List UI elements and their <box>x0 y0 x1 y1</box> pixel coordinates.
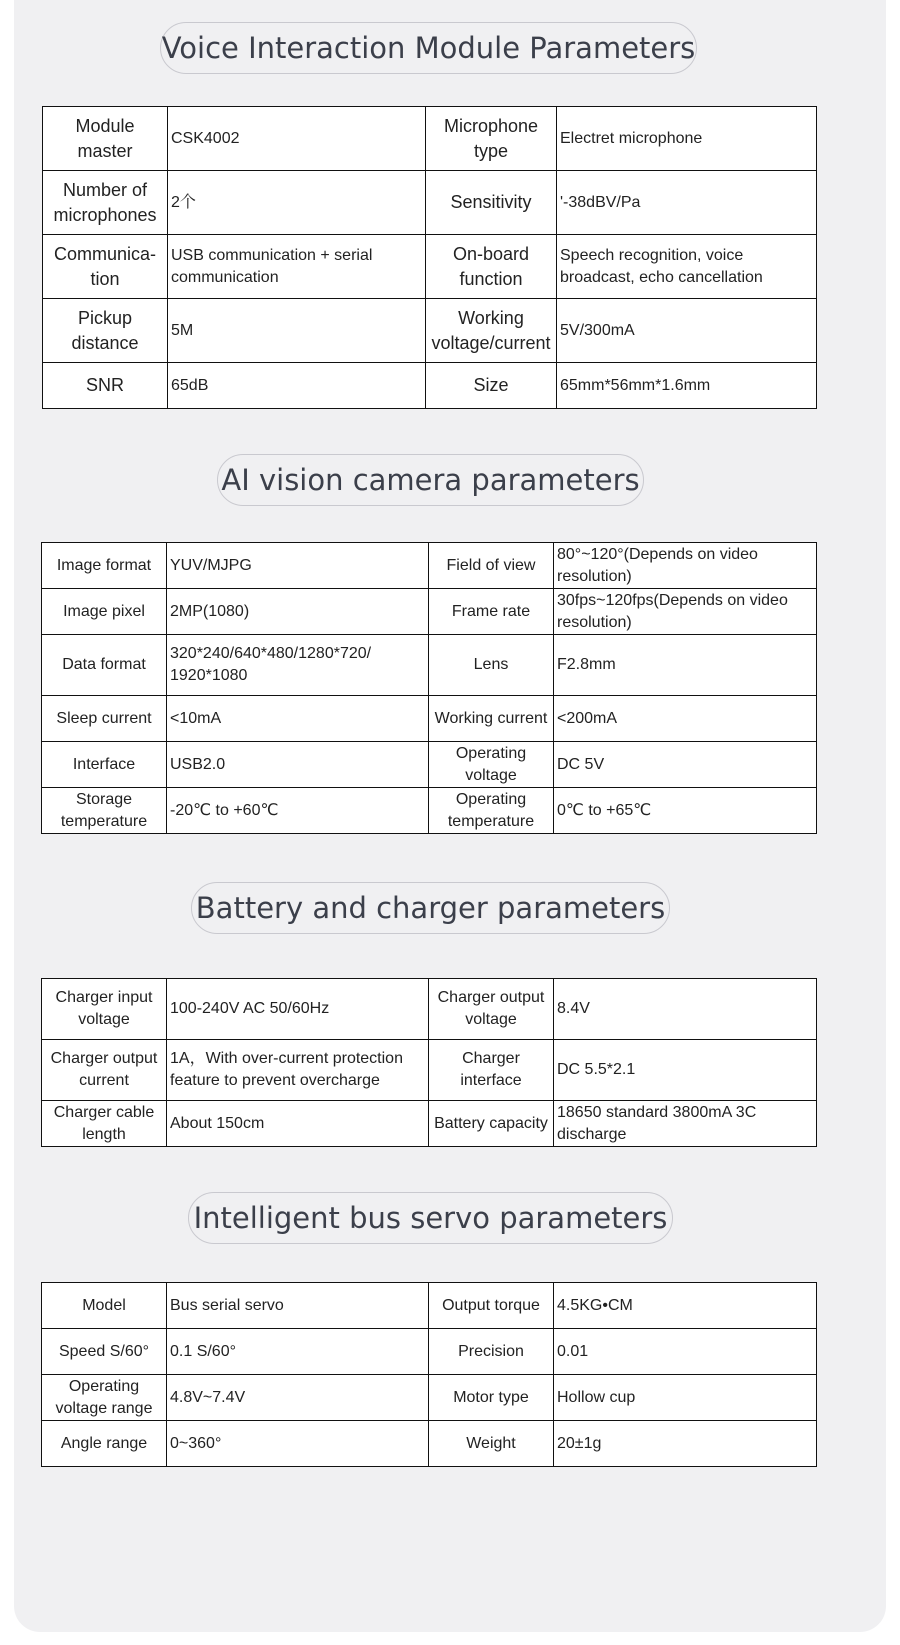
param-value: YUV/MJPG <box>167 543 429 589</box>
param-value: 0~360° <box>167 1421 429 1467</box>
section-title-camera: AI vision camera parameters <box>217 454 644 506</box>
param-label: Storage temperature <box>42 788 167 834</box>
param-value: 4.8V~7.4V <box>167 1375 429 1421</box>
table-row <box>42 1101 817 1147</box>
param-label: Field of view <box>429 543 554 589</box>
section-title-battery: Battery and charger parameters <box>191 882 670 934</box>
param-value: 0.1 S/60° <box>167 1329 429 1375</box>
section-title-servo: Intelligent bus servo parameters <box>188 1192 673 1244</box>
param-label: Working current <box>429 696 554 742</box>
param-value: 0.01 <box>554 1329 817 1375</box>
param-label: Interface <box>42 742 167 788</box>
param-value: F2.8mm <box>554 635 817 696</box>
table-row <box>43 107 817 171</box>
table-row <box>42 1375 817 1421</box>
param-label: Operating temperature <box>429 788 554 834</box>
table-row <box>42 1283 817 1329</box>
param-value: 1A，With over-current protection feature to prevent overcharge <box>167 1040 429 1101</box>
param-value: Hollow cup <box>554 1375 817 1421</box>
param-label: Model <box>42 1283 167 1329</box>
param-value: 320*240/640*480/1280*720/ 1920*1080 <box>167 635 429 696</box>
param-label: Size <box>426 363 557 409</box>
param-value: DC 5.5*2.1 <box>554 1040 817 1101</box>
param-label: Charger output voltage <box>429 979 554 1040</box>
table-row <box>42 589 817 635</box>
param-label: Battery capacity <box>429 1101 554 1147</box>
param-value: 65dB <box>168 363 426 409</box>
param-label: Sleep current <box>42 696 167 742</box>
param-value: USB communication + serial communication <box>168 235 426 299</box>
param-value: CSK4002 <box>168 107 426 171</box>
param-label: Sensitivity <box>426 171 557 235</box>
param-label: Pickup distance <box>43 299 168 363</box>
param-label: Motor type <box>429 1375 554 1421</box>
param-label: Charger input voltage <box>42 979 167 1040</box>
param-label: Communica-tion <box>43 235 168 299</box>
table-row <box>42 788 817 834</box>
servo-params-table <box>41 1282 817 1467</box>
param-label: Working voltage/current <box>426 299 557 363</box>
param-value: 2个 <box>168 171 426 235</box>
param-value: 2MP(1080) <box>167 589 429 635</box>
section-title-voice: Voice Interaction Module Parameters <box>160 22 697 74</box>
table-row <box>43 235 817 299</box>
param-label: Number of microphones <box>43 171 168 235</box>
table-row <box>42 742 817 788</box>
param-label: Angle range <box>42 1421 167 1467</box>
param-value: Electret microphone <box>557 107 817 171</box>
param-label: Weight <box>429 1421 554 1467</box>
param-value: 30fps~120fps(Depends on video resolution) <box>554 589 817 635</box>
param-value: Bus serial servo <box>167 1283 429 1329</box>
param-label: Charger interface <box>429 1040 554 1101</box>
table-row <box>42 696 817 742</box>
param-label: Charger output current <box>42 1040 167 1101</box>
param-label: Precision <box>429 1329 554 1375</box>
param-value: <200mA <box>554 696 817 742</box>
param-label: Microphone type <box>426 107 557 171</box>
param-value: '-38dBV/Pa <box>557 171 817 235</box>
param-label: Operating voltage <box>429 742 554 788</box>
table-row <box>43 299 817 363</box>
param-label: Image pixel <box>42 589 167 635</box>
table-row <box>42 1329 817 1375</box>
param-value: 18650 standard 3800mA 3C discharge <box>554 1101 817 1147</box>
param-label: Module master <box>43 107 168 171</box>
param-value: <10mA <box>167 696 429 742</box>
table-row <box>43 363 817 409</box>
param-label: Operating voltage range <box>42 1375 167 1421</box>
param-value: 65mm*56mm*1.6mm <box>557 363 817 409</box>
param-value: Speech recognition, voice broadcast, echo cancellation <box>557 235 817 299</box>
table-row <box>42 1421 817 1467</box>
param-value: 5M <box>168 299 426 363</box>
table-row <box>42 635 817 696</box>
param-value: 4.5KG•CM <box>554 1283 817 1329</box>
param-value: USB2.0 <box>167 742 429 788</box>
param-label: On-board function <box>426 235 557 299</box>
param-value: 5V/300mA <box>557 299 817 363</box>
param-value: 0℃ to +65℃ <box>554 788 817 834</box>
camera-params-table <box>41 542 817 834</box>
voice-params-table <box>42 106 817 409</box>
table-row <box>42 543 817 589</box>
table-row <box>42 1040 817 1101</box>
param-label: Image format <box>42 543 167 589</box>
param-value: 100-240V AC 50/60Hz <box>167 979 429 1040</box>
param-label: Frame rate <box>429 589 554 635</box>
param-value: 20±1g <box>554 1421 817 1467</box>
param-label: Output torque <box>429 1283 554 1329</box>
param-label: Charger cable length <box>42 1101 167 1147</box>
param-value: 8.4V <box>554 979 817 1040</box>
param-value: -20℃ to +60℃ <box>167 788 429 834</box>
param-label: Data format <box>42 635 167 696</box>
table-row <box>43 171 817 235</box>
param-label: Speed S/60° <box>42 1329 167 1375</box>
param-value: About 150cm <box>167 1101 429 1147</box>
param-value: 80°~120°(Depends on video resolution) <box>554 543 817 589</box>
table-row <box>42 979 817 1040</box>
param-label: SNR <box>43 363 168 409</box>
param-value: DC 5V <box>554 742 817 788</box>
battery-params-table <box>41 978 817 1147</box>
param-label: Lens <box>429 635 554 696</box>
